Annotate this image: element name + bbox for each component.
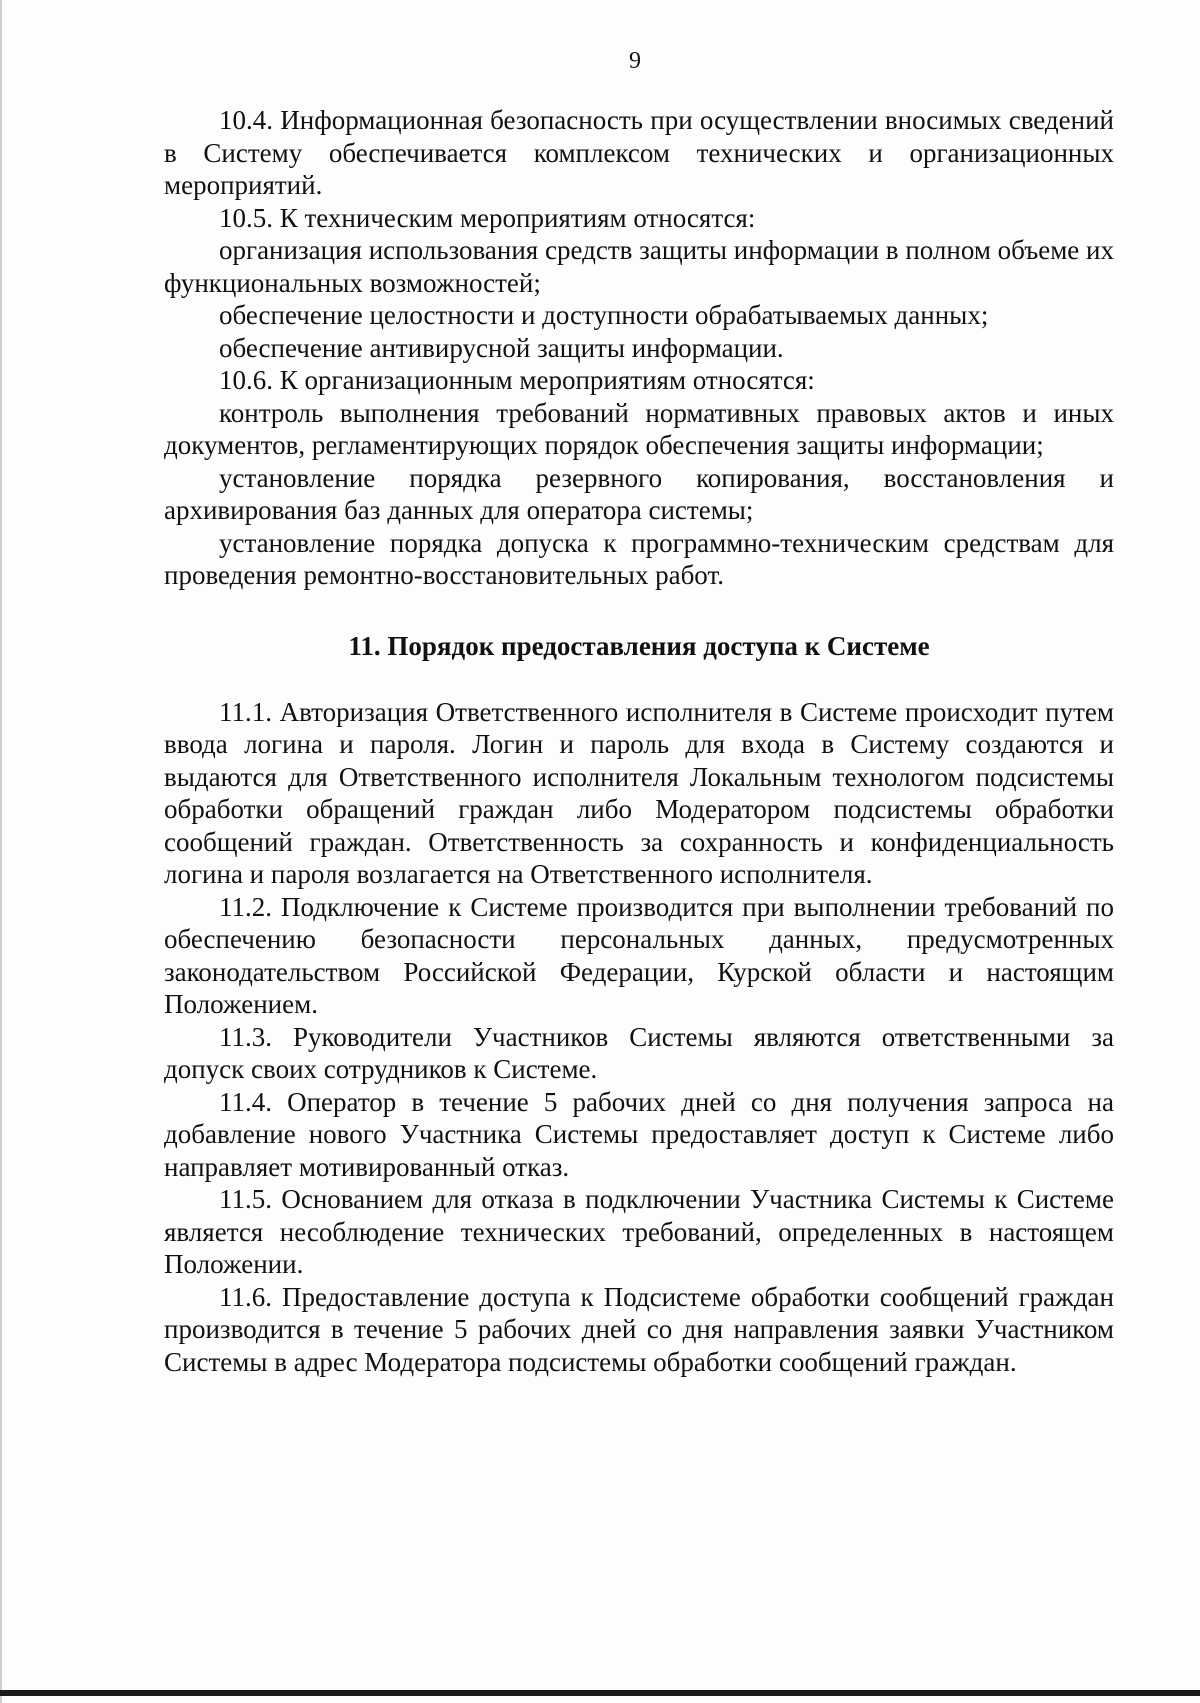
scan-left-edge <box>0 0 2 1703</box>
paragraph-11-1: 11.1. Авторизация Ответственного исполнителя в Системе происходит путем ввода логина и пароля. Логин и пароль для входа в Систему создаются и выдаются для Ответственного исполнителя Локальным технологом подсистемы обработки обращений граждан либо Модератором подсистемы обработки сообщений граждан. Ответственность за сохранность и конфиденциальность логина и пароля возлагается на Ответственного исполнителя. <box>164 696 1114 889</box>
paragraph-11-4: 11.4. Оператор в течение 5 рабочих дней со дня получения запроса на добавление нового Участника Системы предоставляет доступ к Системе либо направляет мотивированный отказ. <box>164 1086 1114 1182</box>
paragraph-11-5: 11.5. Основанием для отказа в подключении Участника Системы к Системе является несоблюдение технических требований, определенных в настоящем Положении. <box>164 1184 1114 1279</box>
paragraph-10-6-item-3: установление порядка допуска к программно-техническим средствам для проведения ремонтно-восстановительных работ. <box>164 527 1114 590</box>
section-11 <box>164 696 1114 1379</box>
paragraph-10-5-item-3: обеспечение антивирусной защиты информации. <box>219 332 784 363</box>
page-number: 9 <box>629 48 641 74</box>
section-10 <box>164 104 1114 592</box>
paragraph-10-6-item-2: установление порядка резервного копирования, восстановления и архивирования баз данных для оператора системы; <box>164 462 1114 525</box>
paragraph-10-6-item-1: контроль выполнения требований нормативных правовых актов и иных документов, регламентирующих порядок обеспечения защиты информации; <box>164 397 1114 460</box>
document-body <box>164 104 1114 1378</box>
paragraph-11-3: 11.3. Руководители Участников Системы являются ответственными за допуск своих сотрудников к Системе. <box>164 1021 1114 1084</box>
scan-bottom-rule <box>0 1690 1200 1696</box>
paragraph-11-6: 11.6. Предоставление доступа к Подсистеме обработки сообщений граждан производится в течение 5 рабочих дней со дня направления заявки Участником Системы в адрес Модератора подсистемы обработки сообщений граждан. <box>164 1281 1114 1377</box>
paragraph-10-5-item-1: организация использования средств защиты информации в полном объеме их функциональных возможностей; <box>164 235 1114 298</box>
paragraph-10-5: 10.5. К техническим мероприятиям относятся: <box>219 202 756 233</box>
paragraph-10-5-item-2: обеспечение целостности и доступности обрабатываемых данных; <box>219 300 989 330</box>
paragraph-10-4: 10.4. Информационная безопасность при осуществлении вносимых сведений в Систему обеспечивается комплексом технических и организационных мероприятий. <box>164 105 1114 200</box>
paragraph-11-2: 11.2. Подключение к Системе производится при выполнении требований по обеспечению безопасности персональных данных, предусмотренных законодательством Российской Федерации, Курской области и настоящим Положением. <box>164 891 1114 1019</box>
section-11-heading: 11. Порядок предоставления доступа к Системе <box>348 630 930 661</box>
paragraph-10-6: 10.6. К организационным мероприятиям относятся: <box>219 365 815 395</box>
